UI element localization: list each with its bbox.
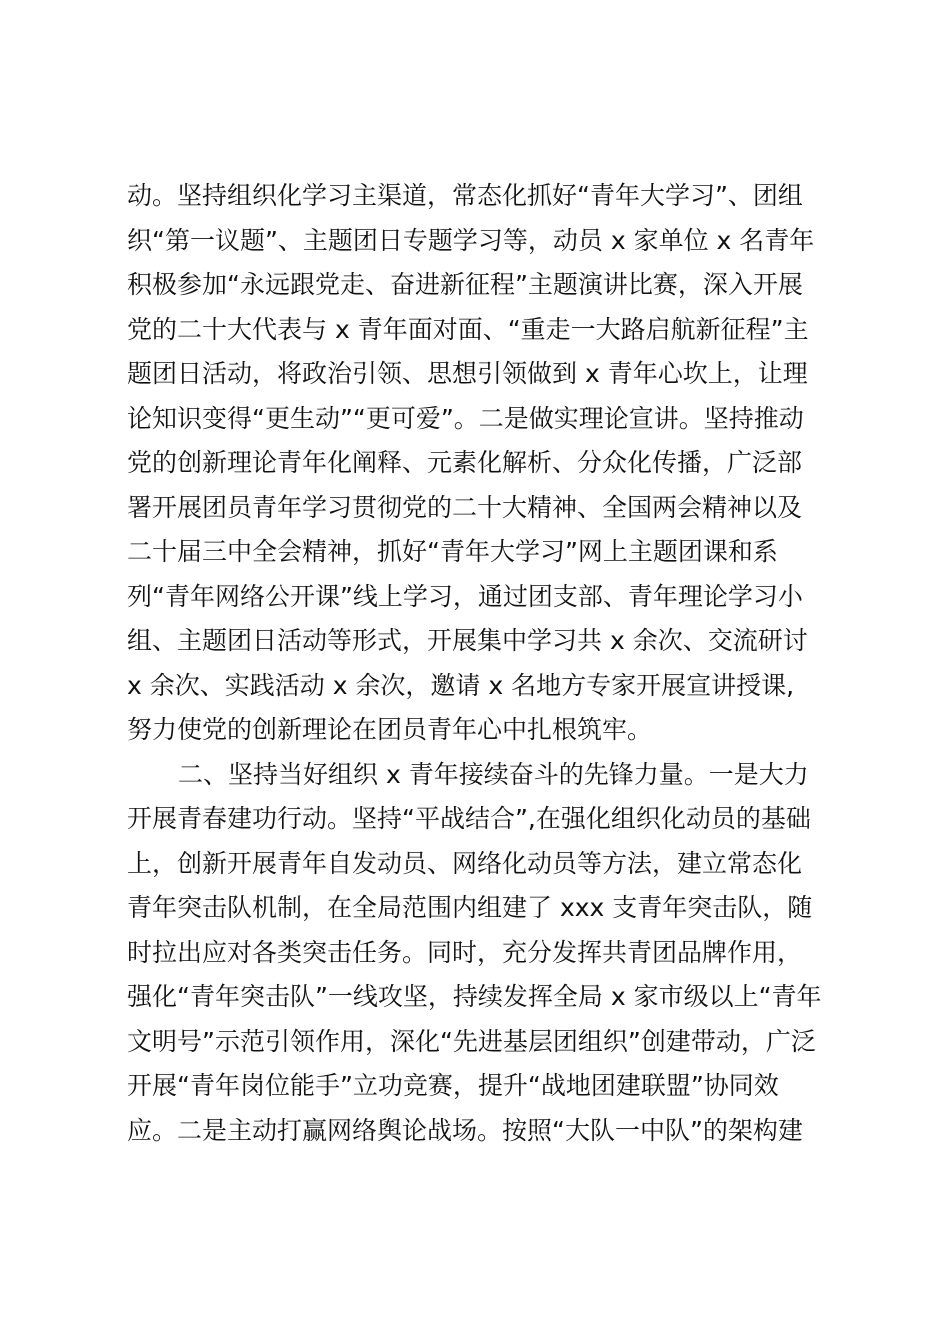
paragraph-line: 强化“青年突击队”一线攻坚，持续发挥全局 x 家市级以上“青年 — [127, 982, 822, 1011]
paragraph-line: 青年突击队机制，在全局范围内组建了 xxx 支青年突击队，随 — [127, 893, 813, 922]
paragraph-line: 论知识变得“更生动”“更可爱”。二是做实理论宣讲。坚持推动 — [127, 403, 804, 433]
paragraph-line: 列“青年网络公开课”线上学习，通过团支部、青年理论学习小 — [127, 581, 803, 611]
paragraph-line: 题团日活动，将政治引领、思想引领做到 x 青年心坎上，让理 — [127, 359, 808, 388]
paragraph-line: 积极参加“永远跟党走、奋进新征程”主题演讲比赛，深入开展 — [127, 270, 803, 299]
paragraph-line: 党的创新理论青年化阐释、元素化解析、分众化传播，广泛部 — [127, 448, 803, 477]
paragraph-line: 应。二是主动打赢网络舆论战场。按照“大队一中队”的架构建 — [127, 1115, 803, 1145]
paragraph-line: 二十届三中全会精神，抓好“青年大学习”网上主题团课和系 — [127, 537, 778, 566]
body-text — [127, 174, 837, 1153]
paragraph-line: 开展“青年岗位能手”立功竞赛，提升“战地团建联盟”协同效 — [127, 1071, 779, 1100]
paragraph-line: 组、主题团日活动等形式，开展集中学习共 x 余次、交流研讨 — [127, 626, 808, 655]
paragraph-line: 时拉出应对各类突击任务。同时，充分发挥共青团品牌作用， — [127, 937, 803, 967]
paragraph-line: 开展青春建功行动。坚持“平战结合”,在强化组织化动员的基础 — [127, 804, 811, 833]
paragraph-2 — [127, 753, 837, 1154]
paragraph-line: 努力使党的创新理论在团员青年心中扎根筑牢。 — [127, 715, 653, 744]
paragraph-line: 二、坚持当好组织 x 青年接续奋斗的先锋力量。一是大力 — [178, 759, 809, 789]
paragraph-line: x 余次、实践活动 x 余次，邀请 x 名地方专家开展宣讲授课, — [127, 670, 795, 700]
paragraph-line: 党的二十大代表与 x 青年面对面、“重走一大路启航新征程”主 — [127, 314, 809, 344]
paragraph-1 — [127, 174, 837, 753]
paragraph-line: 上，创新开展青年自发动员、网络化动员等方法，建立常态化 — [127, 848, 803, 878]
paragraph-line: 动。坚持组织化学习主渠道，常态化抓好“青年大学习”、团组 — [127, 181, 803, 210]
paragraph-line: 署开展团员青年学习贯彻党的二十大精神、全国两会精神以及 — [127, 492, 803, 522]
paragraph-line: 织“第一议题”、主题团日专题学习等，动员 x 家单位 x 名青年 — [127, 225, 815, 255]
paragraph-line: 文明号”示范引领作用，深化“先进基层团组织”创建带动，广泛 — [127, 1026, 816, 1056]
